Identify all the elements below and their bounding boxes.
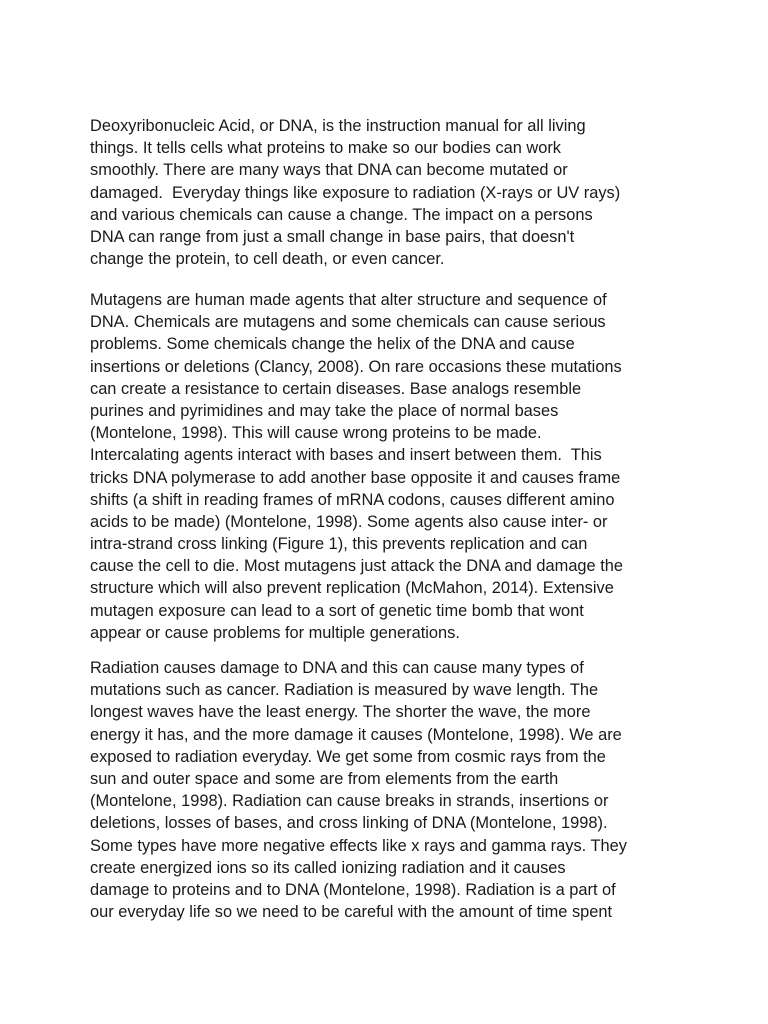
text-line: and various chemicals can cause a change. The impact on a persons <box>90 205 593 224</box>
text-line: exposed to radiation everyday. We get some from cosmic rays from the <box>90 747 606 766</box>
text-line: insertions or deletions (Clancy, 2008). On rare occasions these mutations <box>90 357 622 376</box>
text-line: change the protein, to cell death, or even cancer. <box>90 250 445 269</box>
text-line: our everyday life so we need to be careful with the amount of time spent <box>90 903 613 922</box>
paragraph-dna-intro <box>90 115 730 270</box>
text-line: purines and pyrimidines and may take the place of normal bases <box>90 401 559 420</box>
text-line: cause the cell to die. Most mutagens just attack the DNA and damage the <box>90 557 623 576</box>
text-line: energy it has, and the more damage it causes (Montelone, 1998). We are <box>90 725 622 744</box>
text-line: shifts (a shift in reading frames of mRNA codons, causes different amino <box>90 490 615 509</box>
text-line: can create a resistance to certain diseases. Base analogs resemble <box>90 379 582 398</box>
text-line: Intercalating agents interact with bases and insert between them. This <box>90 446 602 465</box>
text-line: appear or cause problems for multiple generations. <box>90 623 460 642</box>
text-line: structure which will also prevent replication (McMahon, 2014). Extensive <box>90 579 614 598</box>
paragraph-mutagens <box>90 289 730 644</box>
text-line: deletions, losses of bases, and cross linking of DNA (Montelone, 1998). <box>90 814 608 833</box>
text-line: DNA can range from just a small change in base pairs, that doesn't <box>90 227 575 246</box>
text-line: sun and outer space and some are from elements from the earth <box>90 769 559 788</box>
text-line: acids to be made) (Montelone, 1998). Some agents also cause inter- or <box>90 512 608 531</box>
text-line: Radiation causes damage to DNA and this can cause many types of <box>90 659 584 677</box>
paragraph-radiation <box>90 657 730 923</box>
text-line: longest waves have the least energy. The shorter the wave, the more <box>90 703 591 722</box>
text-line: damaged. Everyday things like exposure to radiation (X-rays or UV rays) <box>90 183 621 202</box>
text-line: smoothly. There are many ways that DNA can become mutated or <box>90 161 568 180</box>
text-line: mutations such as cancer. Radiation is measured by wave length. The <box>90 681 599 700</box>
text-line: things. It tells cells what proteins to make so our bodies can work <box>90 139 561 158</box>
text-line: mutagen exposure can lead to a sort of genetic time bomb that wont <box>90 601 584 620</box>
text-line: damage to proteins and to DNA (Montelone, 1998). Radiation is a part of <box>90 880 616 899</box>
text-line: problems. Some chemicals change the helix of the DNA and cause <box>90 335 575 354</box>
text-line: Some types have more negative effects like x rays and gamma rays. They <box>90 836 627 855</box>
text-line: intra-strand cross linking (Figure 1), this prevents replication and can <box>90 535 588 554</box>
text-line: create energized ions so its called ionizing radiation and it causes <box>90 858 566 877</box>
text-line: Deoxyribonucleic Acid, or DNA, is the instruction manual for all living <box>90 117 586 135</box>
text-line: (Montelone, 1998). Radiation can cause breaks in strands, insertions or <box>90 792 609 811</box>
text-line: DNA. Chemicals are mutagens and some chemicals can cause serious <box>90 313 606 332</box>
text-line: tricks DNA polymerase to add another base opposite it and causes frame <box>90 468 621 487</box>
text-line: (Montelone, 1998). This will cause wrong proteins to be made. <box>90 424 542 443</box>
text-line: Mutagens are human made agents that alter structure and sequence of <box>90 291 607 309</box>
